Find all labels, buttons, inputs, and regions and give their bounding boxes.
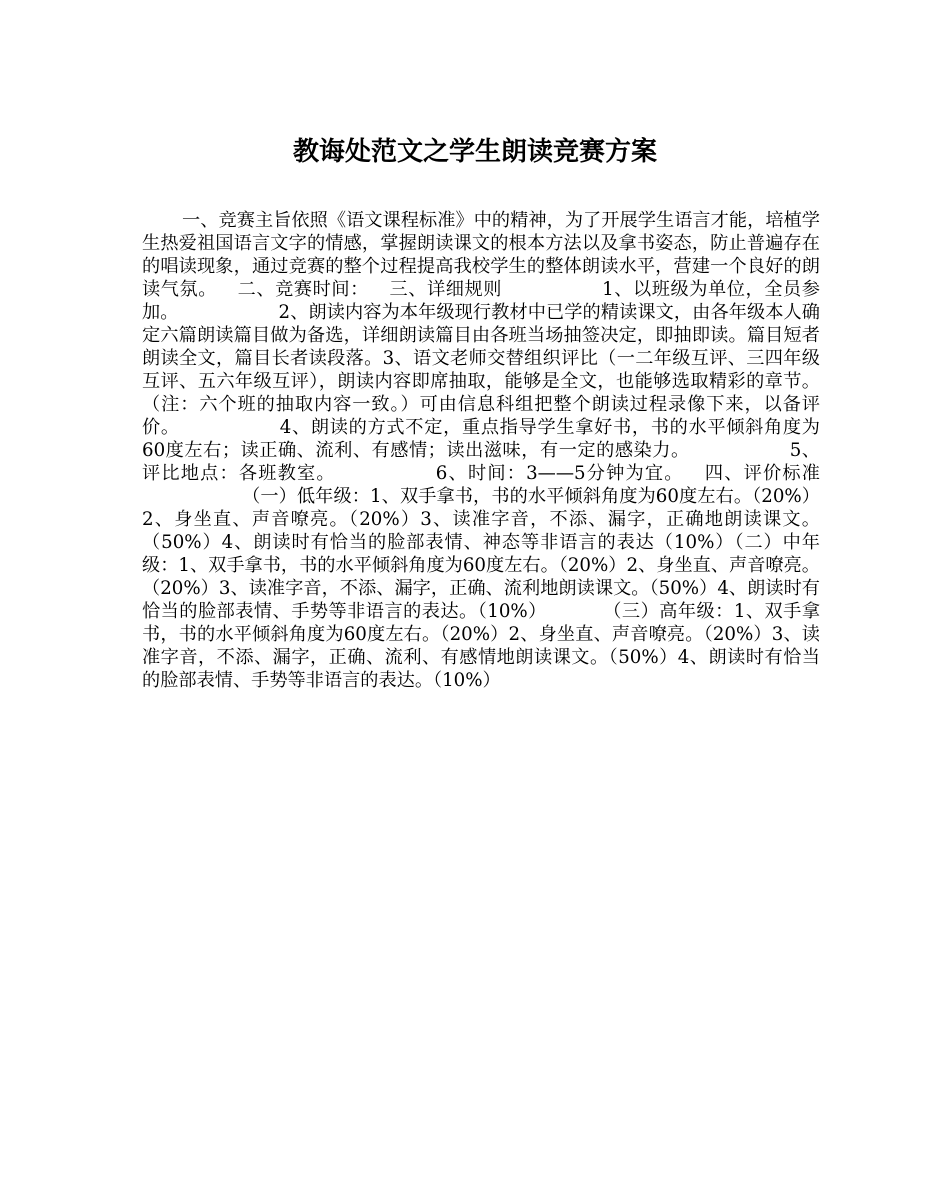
section-rules-heading: 三、详细规则 (388, 279, 503, 300)
section-purpose: 一、竞赛主旨依照《语文课程标准》中的精神，为了开展学生语言才能，培植学生热爱祖国语言文字的情感，掌握朗读课文的根本方法以及拿书姿态，防止普遍存在的唱读现象，通过竞赛的整个过程提高我校学生的整体朗读水平，营建一个良好的朗读气氛。 (142, 210, 820, 300)
rule-4: 4、朗读的方式不定，重点指导学生拿好书，书的水平倾斜角度为60度左右；读正确、流利、有感情；读出滋味，有一定的感染力。 (142, 417, 820, 461)
rule-6: 6、时间：3——5分钟为宜。 (435, 463, 684, 484)
document-body (142, 209, 820, 692)
rule-1: 1、以班级为单位，全员参加。 (142, 279, 820, 323)
rule-2-3: 2、朗读内容为本年级现行教材中已学的精读课文，由各年级本人确定六篇朗读篇目做为备选，详细朗读篇目由各班当场抽签决定，即抽即读。篇目短者朗读全文，篇目长者读段落。3、语文老师交替组织评比（一二年级互评、三四年级互评、五六年级互评），朗读内容即席抽取，能够是全文，也能够选取精彩的章节。（注：六个班的抽取内容一致。）可由信息科组把整个朗读过程录像下来，以备评价。 (142, 302, 820, 438)
rule-5: 5、评比地点：各班教室。 (142, 440, 820, 484)
section-evaluation-heading: 四、评价标准 (703, 463, 820, 484)
document-title: 教诲处范文之学生朗读竞赛方案 (292, 137, 657, 167)
criteria-lower-middle-grades: （一）低年级：1、双手拿书，书的水平倾斜角度为60度左右。（20%）2、身坐直、声音嘹亮。（20%）3、读准字音，不添、漏字，正确地朗读课文。（50%）4、朗读时有恰当的脸部表情、神态等非语言的表达（10%）（二）中年级：1、双手拿书，书的水平倾斜角度为60度左右。（20%）2、身坐直、声音嘹亮。（20%）3、读准字音，不添、漏字，正确、流利地朗读课文。（50%）4、朗读时有恰当的脸部表情、手势等非语言的表达。（10%） (142, 486, 820, 622)
section-competition-time: 二、竞赛时间： (237, 279, 369, 300)
criteria-upper-grades: （三）高年级：1、双手拿书，书的水平倾斜角度为60度左右。（20%）2、身坐直、声音嘹亮。（20%）3、读准字音，不添、漏字，正确、流利、有感情地朗读课文。（50%）4、朗读时有恰当的脸部表情、手势等非语言的表达。（10%） (142, 601, 821, 691)
